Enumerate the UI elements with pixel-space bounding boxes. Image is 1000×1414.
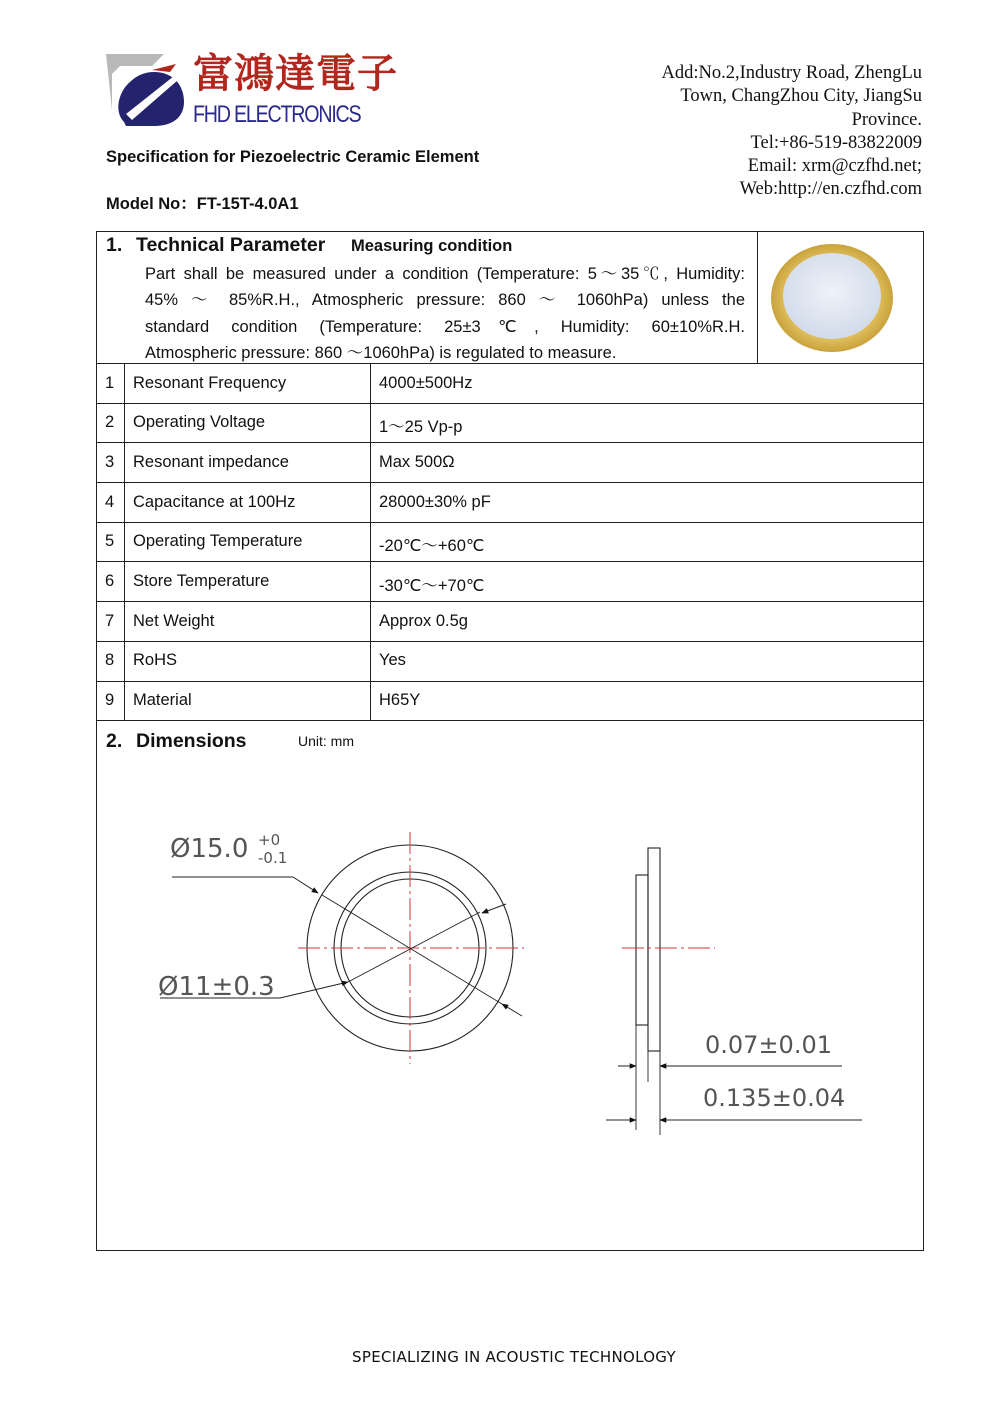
footer-text: SPECIALIZING IN ACOUSTIC TECHNOLOGY [352,1348,676,1366]
condition-line: 45% ～ 85%R.H., Atmospheric pressure: 860 ～ 1060hPa) unless the [145,291,745,310]
row-number: 9 [105,691,115,709]
total-thickness-label: 0.135±0.04 [703,1084,846,1112]
section-heading [106,730,247,753]
row-number: 8 [105,651,115,669]
table-row [96,602,924,642]
row-number: 5 [105,532,115,550]
spec-title: Specification for Piezoelectric Ceramic Element [106,148,480,166]
parameter-label: Operating Temperature [133,532,303,550]
parameter-value: Max 500Ω [379,453,455,471]
measuring-condition-title: Measuring condition [351,237,513,255]
inner-diameter-label: Ø11±0.3 [158,972,275,1002]
company-name-chinese: 富鴻達電子 [193,51,398,97]
row-number: 3 [105,453,115,471]
parameter-value: H65Y [379,691,421,709]
web-line: Web:http://en.czfhd.com [739,179,922,200]
outer-diameter-line [322,895,502,1004]
phone-line: Tel:+86-519-83822009 [750,132,922,153]
section-title: Technical Parameter [136,234,326,256]
row-number: 7 [105,612,115,630]
email-line: Email: xrm@czfhd.net; [747,156,922,177]
table-row [96,681,924,721]
logo-red-mark [152,64,176,72]
thin-thickness-label: 0.07±0.01 [705,1031,832,1059]
section-heading [106,234,325,257]
outer-diameter-label: Ø15.0 [170,834,249,864]
parameter-value: -30℃～+70℃ [379,577,485,595]
address-line: Province. [851,109,922,130]
condition-line: standard condition (Temperature: 25±3℃, Humidity: 60±10%R.H. [145,317,745,336]
parameter-label: Resonant Frequency [133,374,287,392]
section-title: Dimensions [136,730,247,752]
table-row [96,522,924,562]
piezo-element-photo [770,240,896,354]
parameter-value: 28000±30% pF [379,493,491,511]
row-number: 4 [105,493,115,511]
table-row [96,641,924,681]
condition-line: Atmospheric pressure: 860 ～1060hPa) is regulated to measure. [145,343,617,362]
parameter-value: Approx 0.5g [379,612,468,630]
parameter-label: RoHS [133,651,178,669]
table-row [96,364,924,404]
condition-line: Part shall be measured under a condition (Temperature: 5～35℃, Humidity: [145,265,745,283]
outer-tolerance-lower: -0.1 [258,849,288,867]
table-row [96,443,924,483]
inner-diameter-arrow-end [482,904,506,913]
outer-tolerance-upper: +0 [258,831,281,849]
parameter-label: Store Temperature [133,572,270,590]
outer-diameter-arrow-end [502,1004,522,1016]
parameter-label: Capacitance at 100Hz [133,493,296,511]
dimension-drawing [150,820,890,1150]
row-number: 1 [105,374,115,392]
measuring-condition-text [145,261,745,366]
parameter-label: Net Weight [133,612,215,630]
table-row [96,403,924,443]
image-cell-divider [757,231,758,363]
parameter-label: Material [133,691,192,709]
brass-plate-profile [648,848,660,1051]
company-address-block [661,62,922,202]
table-row [96,483,924,523]
front-view [160,832,524,1064]
section-number: 2. [106,730,123,752]
parameter-value: 4000±500Hz [379,374,473,392]
parameter-value: Yes [379,651,406,669]
section-number: 1. [106,234,123,256]
ceramic-disc [783,253,881,339]
address-line: Town, ChangZhou City, JiangSu [680,86,922,107]
row-number: 2 [105,413,115,431]
company-name-english: FHD ELECTRONICS [193,101,361,128]
parameter-value: -20℃～+60℃ [379,537,485,555]
model-number: Model No：FT-15T-4.0A1 [106,195,299,213]
table-row [96,562,924,602]
row-number: 6 [105,572,115,590]
ceramic-layer-profile [636,875,648,1025]
parameter-value: 1～25 Vp-p [379,418,463,436]
parameter-label: Resonant impedance [133,453,289,471]
footer-slogan [0,1348,1000,1366]
unit-label: Unit: mm [298,733,354,749]
parameter-label: Operating Voltage [133,413,266,431]
outer-leader [293,877,318,893]
address-line: Add:No.2,Industry Road, ZhengLu [661,63,922,83]
